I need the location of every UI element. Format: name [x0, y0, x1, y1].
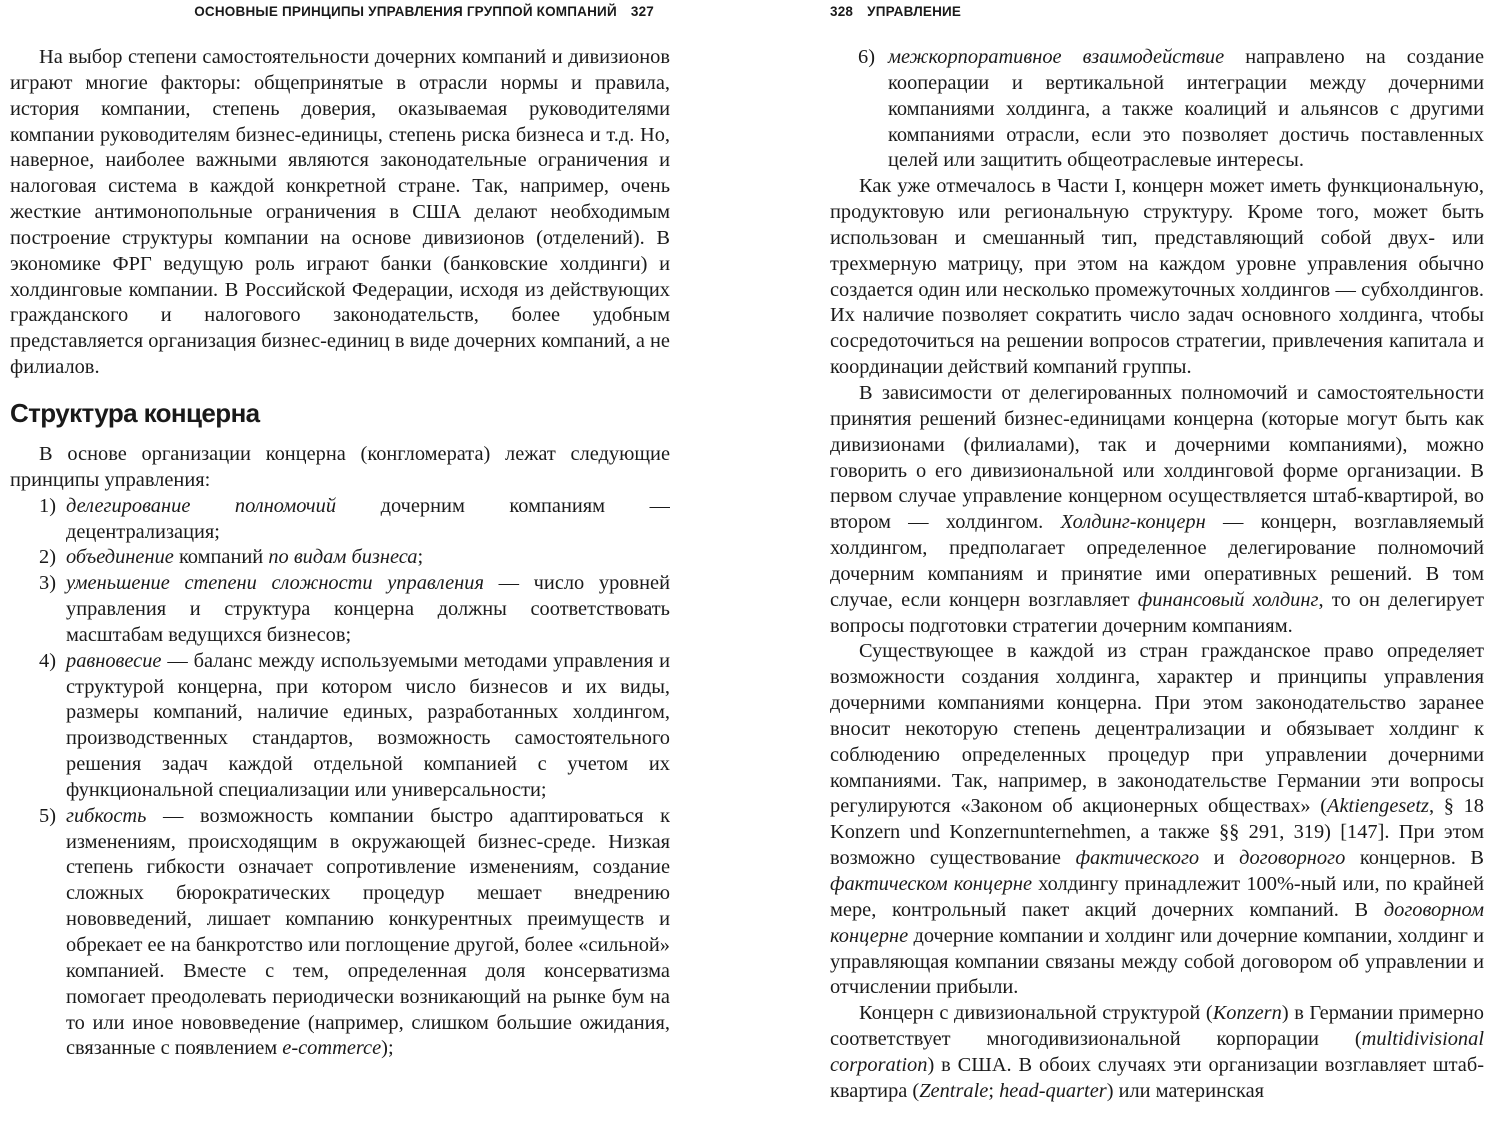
list-item-term: объединение	[66, 546, 174, 569]
list-item-number: 5)	[39, 804, 56, 827]
list-item-text: — баланс между используемыми методами управления и структурой концерна, при котором число бизнесов и их виды, размеры компаний, наличие единых, разработанных холдингом, производственных стандартов, возможность самостоятельного решения задач каждой отдельной компанией с учетом их функциональной специализации или универсальности;	[66, 649, 670, 801]
list-item-text: компаний	[173, 546, 269, 569]
right-running-head	[830, 2, 975, 22]
left-page-content	[10, 45, 670, 1062]
right-running-head-title: УПРАВЛЕНИЕ	[867, 4, 962, 19]
list-item-number: 4)	[39, 649, 56, 672]
text-run: ;	[988, 1079, 1000, 1102]
list-item	[10, 545, 670, 571]
emphasis-run: фактического	[1075, 847, 1200, 870]
list-item-term: межкорпоративное взаимодействие	[888, 46, 1225, 68]
list-item-text: направлено на создание кооперации и вертикальной интеграции между дочерними компаниями холдинга, а также коалиций и альянсов с другими компаниями отрасли, если это позволяет достичь поставленных целей или защитить общеотраслевые интересы.	[888, 46, 1484, 172]
text-run: В зависимости от делегированных полномочий и самостоятельности принятия решений бизнес-единицами концерна (которые могут быть как дивизионами (филиалами), так и дочерними компаниями), можно говорить о его дивизиональной или холдинговой форме организации. В первом случае управление концерном осуществляется штаб-квартирой, во втором — холдингом.	[830, 381, 1484, 534]
text-run: дочерние компании и холдинг или дочерние компании, холдинг и управляющая компании связаны между собой договором об управлении и отчислении прибыли.	[830, 924, 1484, 999]
text-run: — концерн, возглавляемый холдингом, предполагает определенное делегирование полномочий дочерним компаниям и принятие ими оперативных решений. В том случае, если концерн возглавляет	[830, 511, 1484, 611]
paragraph-civil-law	[830, 639, 1484, 1001]
principles-list-continued	[830, 45, 1484, 174]
section-heading: Структура концерна	[10, 397, 260, 428]
text-run: ) или материнская	[1106, 1079, 1265, 1102]
paragraph-autonomy-factors: На выбор степени самостоятельности дочерних компаний и дивизионов играют многие факторы: общепринятые в отрасли нормы и правила, история компании, степень доверия, оказываемая руководителями компании руководителям бизнес-единицы, степень риска бизнеса и т.д. Но, наверное, наиболее важными являются законодательные ограничения и налоговая система в каждой конкретной стране. Так, например, очень жесткие антимонопольные ограничения в США делают необходимым построение структуры компании на основе дивизионов (отделений). В экономике ФРГ ведущую роль играют банки (банковские холдинги) и холдинговые компании. В Российской Федерации, исходя из действующих гражданского и налогового законодательств, более удобным представляется организация бизнес-единиц в виде дочерних компаний, а не филиалов.	[10, 46, 670, 379]
list-item-term: по видам бизнеса	[268, 546, 418, 569]
list-item-text: );	[381, 1037, 394, 1060]
list-item-term: равновесие	[66, 649, 162, 672]
list-item-term: делегирование полномочий	[66, 494, 337, 517]
list-item-term: гибкость	[66, 804, 147, 827]
text-run: ) в США. В обоих случаях эти организации возглавляет штаб-квартира (	[830, 1053, 1484, 1102]
text-run: , то он делегирует вопросы подготовки стратегии дочерним компаниям.	[830, 588, 1484, 637]
emphasis-run: Zentrale	[919, 1079, 989, 1102]
text-run: ) в Германии примерно соответствует многодивизиональной корпорации (	[830, 1002, 1484, 1051]
list-item	[830, 45, 1484, 174]
list-item-term: уменьшение степени сложности управления	[66, 572, 484, 595]
list-item-text: — число уровней управления и структура концерна должны соответствовать масштабам ведущихся бизнесов;	[66, 572, 670, 646]
emphasis-run: финансовый холдинг	[1137, 588, 1319, 611]
list-item-term: e-commerce	[282, 1037, 382, 1060]
list-item	[10, 571, 670, 649]
paragraph-holding-concern	[830, 381, 1484, 639]
emphasis-run: фактическом концерне	[830, 873, 1032, 895]
text-run: холдингу принадлежит 100%-ный или, по крайней мере, контрольный пакет акций дочерних компаний. В	[830, 873, 1484, 921]
paragraph-divisional-structure	[830, 1001, 1484, 1104]
list-item-text: ;	[417, 546, 424, 569]
list-item-text: дочерним компаниям — децентрализация;	[66, 494, 670, 543]
right-page-content	[830, 45, 1484, 1105]
right-page-number: 328	[830, 4, 854, 19]
emphasis-run: head-quarter	[999, 1079, 1107, 1102]
emphasis-run: multidivisional corporation	[830, 1028, 1484, 1076]
emphasis-run: договорного	[1239, 847, 1346, 870]
list-item	[10, 649, 670, 804]
list-item	[10, 804, 670, 1062]
text-run: Концерн с дивизиональной структурой (	[859, 1002, 1213, 1025]
emphasis-run: Aktiengesetz	[1327, 795, 1429, 818]
emphasis-run: договорном концерне	[830, 898, 1484, 947]
emphasis-run: Konzern	[1212, 1002, 1282, 1025]
paragraph-concern-structure: Как уже отмечалось в Части I, концерн может иметь функциональную, продуктовую или региональную структуру. Кроме того, может быть использован и смешанный тип, представляющий собой двух- или трехмерную матрицу, при этом на каждом уровне управления обычно создается один или несколько промежуточных холдингов — субхолдингов. Их наличие позволяет сократить число задач основного холдинга, чтобы сосредоточиться на решении вопросов стратегии, привлечения капитала и координации действий компаний группы.	[830, 175, 1484, 379]
list-item-number: 3)	[39, 572, 56, 595]
text-run: Существующее в каждой из стран гражданское право определяет возможности создания холдинга, характер и принципы управления дочерними компаниями концерна. При этом законодательство заранее вносит некоторую степень децентрализации и обязывает холдинг к соблюдению определенных процедур при управлении дочерними компаниями. Так, например, в законодательстве Германии эти вопросы регулируются «Законом об акционерных обществах» (	[830, 640, 1484, 818]
right-page	[830, 0, 1484, 1127]
list-item	[10, 494, 670, 546]
list-item-text: — возможность компании быстро адаптироваться к изменениям, происходящим в окружающей бизнес-среде. Низкая степень гибкости означает сопротивление изменениям, создание сложных бюрократических процедур мешает внедрению нововведений, лишает компанию конкурентных преимуществ и обрекает ее на банкротство или поглощение другой, более «сильной» компанией. Вместе с тем, определенная доля консерватизма помогает преодолевать периодически возникающий на рынке бум на то или иное нововведение (например, слишком большие ожидания, связанные с появлением	[66, 804, 670, 1060]
emphasis-run: Холдинг-концерн	[1060, 511, 1206, 534]
text-run: концернов. В	[1345, 847, 1484, 870]
left-page	[10, 0, 670, 1127]
left-page-number: 327	[630, 4, 654, 19]
principles-intro: В основе организации концерна (конгломерата) лежат следующие принципы управления:	[10, 442, 670, 491]
text-run: , § 18 Konzern und Konzernunternehmen, а также §§ 291, 319) [147]. При этом возможно существование	[830, 795, 1484, 870]
principles-list	[10, 494, 670, 1063]
list-item-number: 6)	[858, 46, 875, 68]
left-running-head	[194, 2, 668, 22]
list-item-number: 1)	[39, 494, 56, 517]
list-item-number: 2)	[39, 546, 56, 569]
left-running-head-title: ОСНОВНЫЕ ПРИНЦИПЫ УПРАВЛЕНИЯ ГРУППОЙ КОМПАНИЙ	[194, 4, 617, 19]
text-run: и	[1199, 847, 1240, 870]
